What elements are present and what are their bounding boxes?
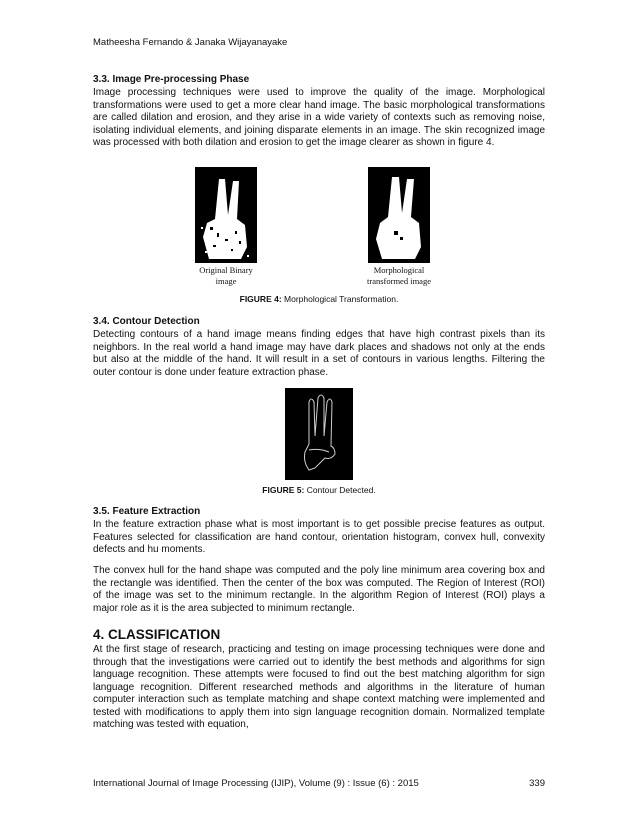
section-4-heading: 4. CLASSIFICATION [93, 627, 221, 642]
journal-footer: International Journal of Image Processing (IJIP), Volume (9) : Issue (6) : 2015 [93, 778, 419, 789]
section-3-4-body: Detecting contours of a hand image means finding edges that have high contrast pixels than its neighbors. In the real world a hand image may have dark places and shadows not only at the ends but also at the middle of the hand. It will result in a set of contours in various lengths. Filtering the outer contour is done under feature extraction phase. [93, 329, 545, 378]
right-subcaption-line-2: transformed image [367, 276, 431, 286]
section-3-5-body-1: In the feature extraction phase what is most important is to get possible precise features as output. Features selected for classification are hand contour, orientation histogram, convex hull, convexity defects and hu moments. [93, 519, 545, 555]
figure-4-label: FIGURE 4: [239, 294, 282, 304]
section-3-5-heading: 3.5. Feature Extraction [93, 506, 201, 517]
figure-5-caption-text: Contour Detected. [304, 485, 376, 495]
section-3-5-body-2: The convex hull for the hand shape was computed and the poly line minimum area covering box and the rectangle was identified. Then the center of the box was computed. The Region of Interest (ROI) of the image was set to the minimum rectangle. In the algorithm Region of Interest (ROI) plays a major role as it is the area subjected to minimum rectangle. [93, 565, 545, 614]
left-subcaption-line-1: Original Binary [199, 265, 253, 275]
morphological-transformed-hand-image [368, 167, 430, 263]
page-number: 339 [529, 778, 545, 789]
right-subcaption-line-1: Morphological [373, 265, 425, 275]
section-3-3-heading: 3.3. Image Pre-processing Phase [93, 74, 250, 85]
section-4-body: At the first stage of research, practicing and testing on image processing techniques were done and through that the investigations were carried out to identify the best methods and algorithms for sign language recognition. These attempts were focused to find out the best matching algorithm for sign language recognition. Different researched methods and algorithms in the literature of human computer interaction such as template matching and shape context matching were implemented and tested with modifications to apply them into sign language recognition domain. Normalized template matching was tested with equation, [93, 644, 545, 730]
original-binary-hand-image [195, 167, 257, 263]
figure-4-caption [93, 294, 545, 304]
figure-4-right-subcaption [354, 265, 444, 287]
figure-5-caption [93, 485, 545, 495]
left-subcaption-line-2: image [215, 276, 237, 286]
contour-detected-hand-image [285, 388, 353, 480]
section-3-3-body: Image processing techniques were used to improve the quality of the image. Morphological transformations were used to get a more clear hand image. The basic morphological transformations are called dilation and erosion, and they arise in a wide variety of contexts such as removing noise, isolating individual elements, and joining disparate elements in an image. The skin recognized image was processed with both dilation and erosion to get the image clearer as shown in figure 4. [93, 87, 545, 148]
running-header: Matheesha Fernando & Janaka Wijayanayake [93, 37, 288, 48]
figure-5-label: FIGURE 5: [262, 485, 305, 495]
figure-4-left-subcaption [186, 265, 266, 287]
figure-4-caption-text: Morphological Transformation. [281, 294, 399, 304]
section-3-4-heading: 3.4. Contour Detection [93, 316, 200, 327]
